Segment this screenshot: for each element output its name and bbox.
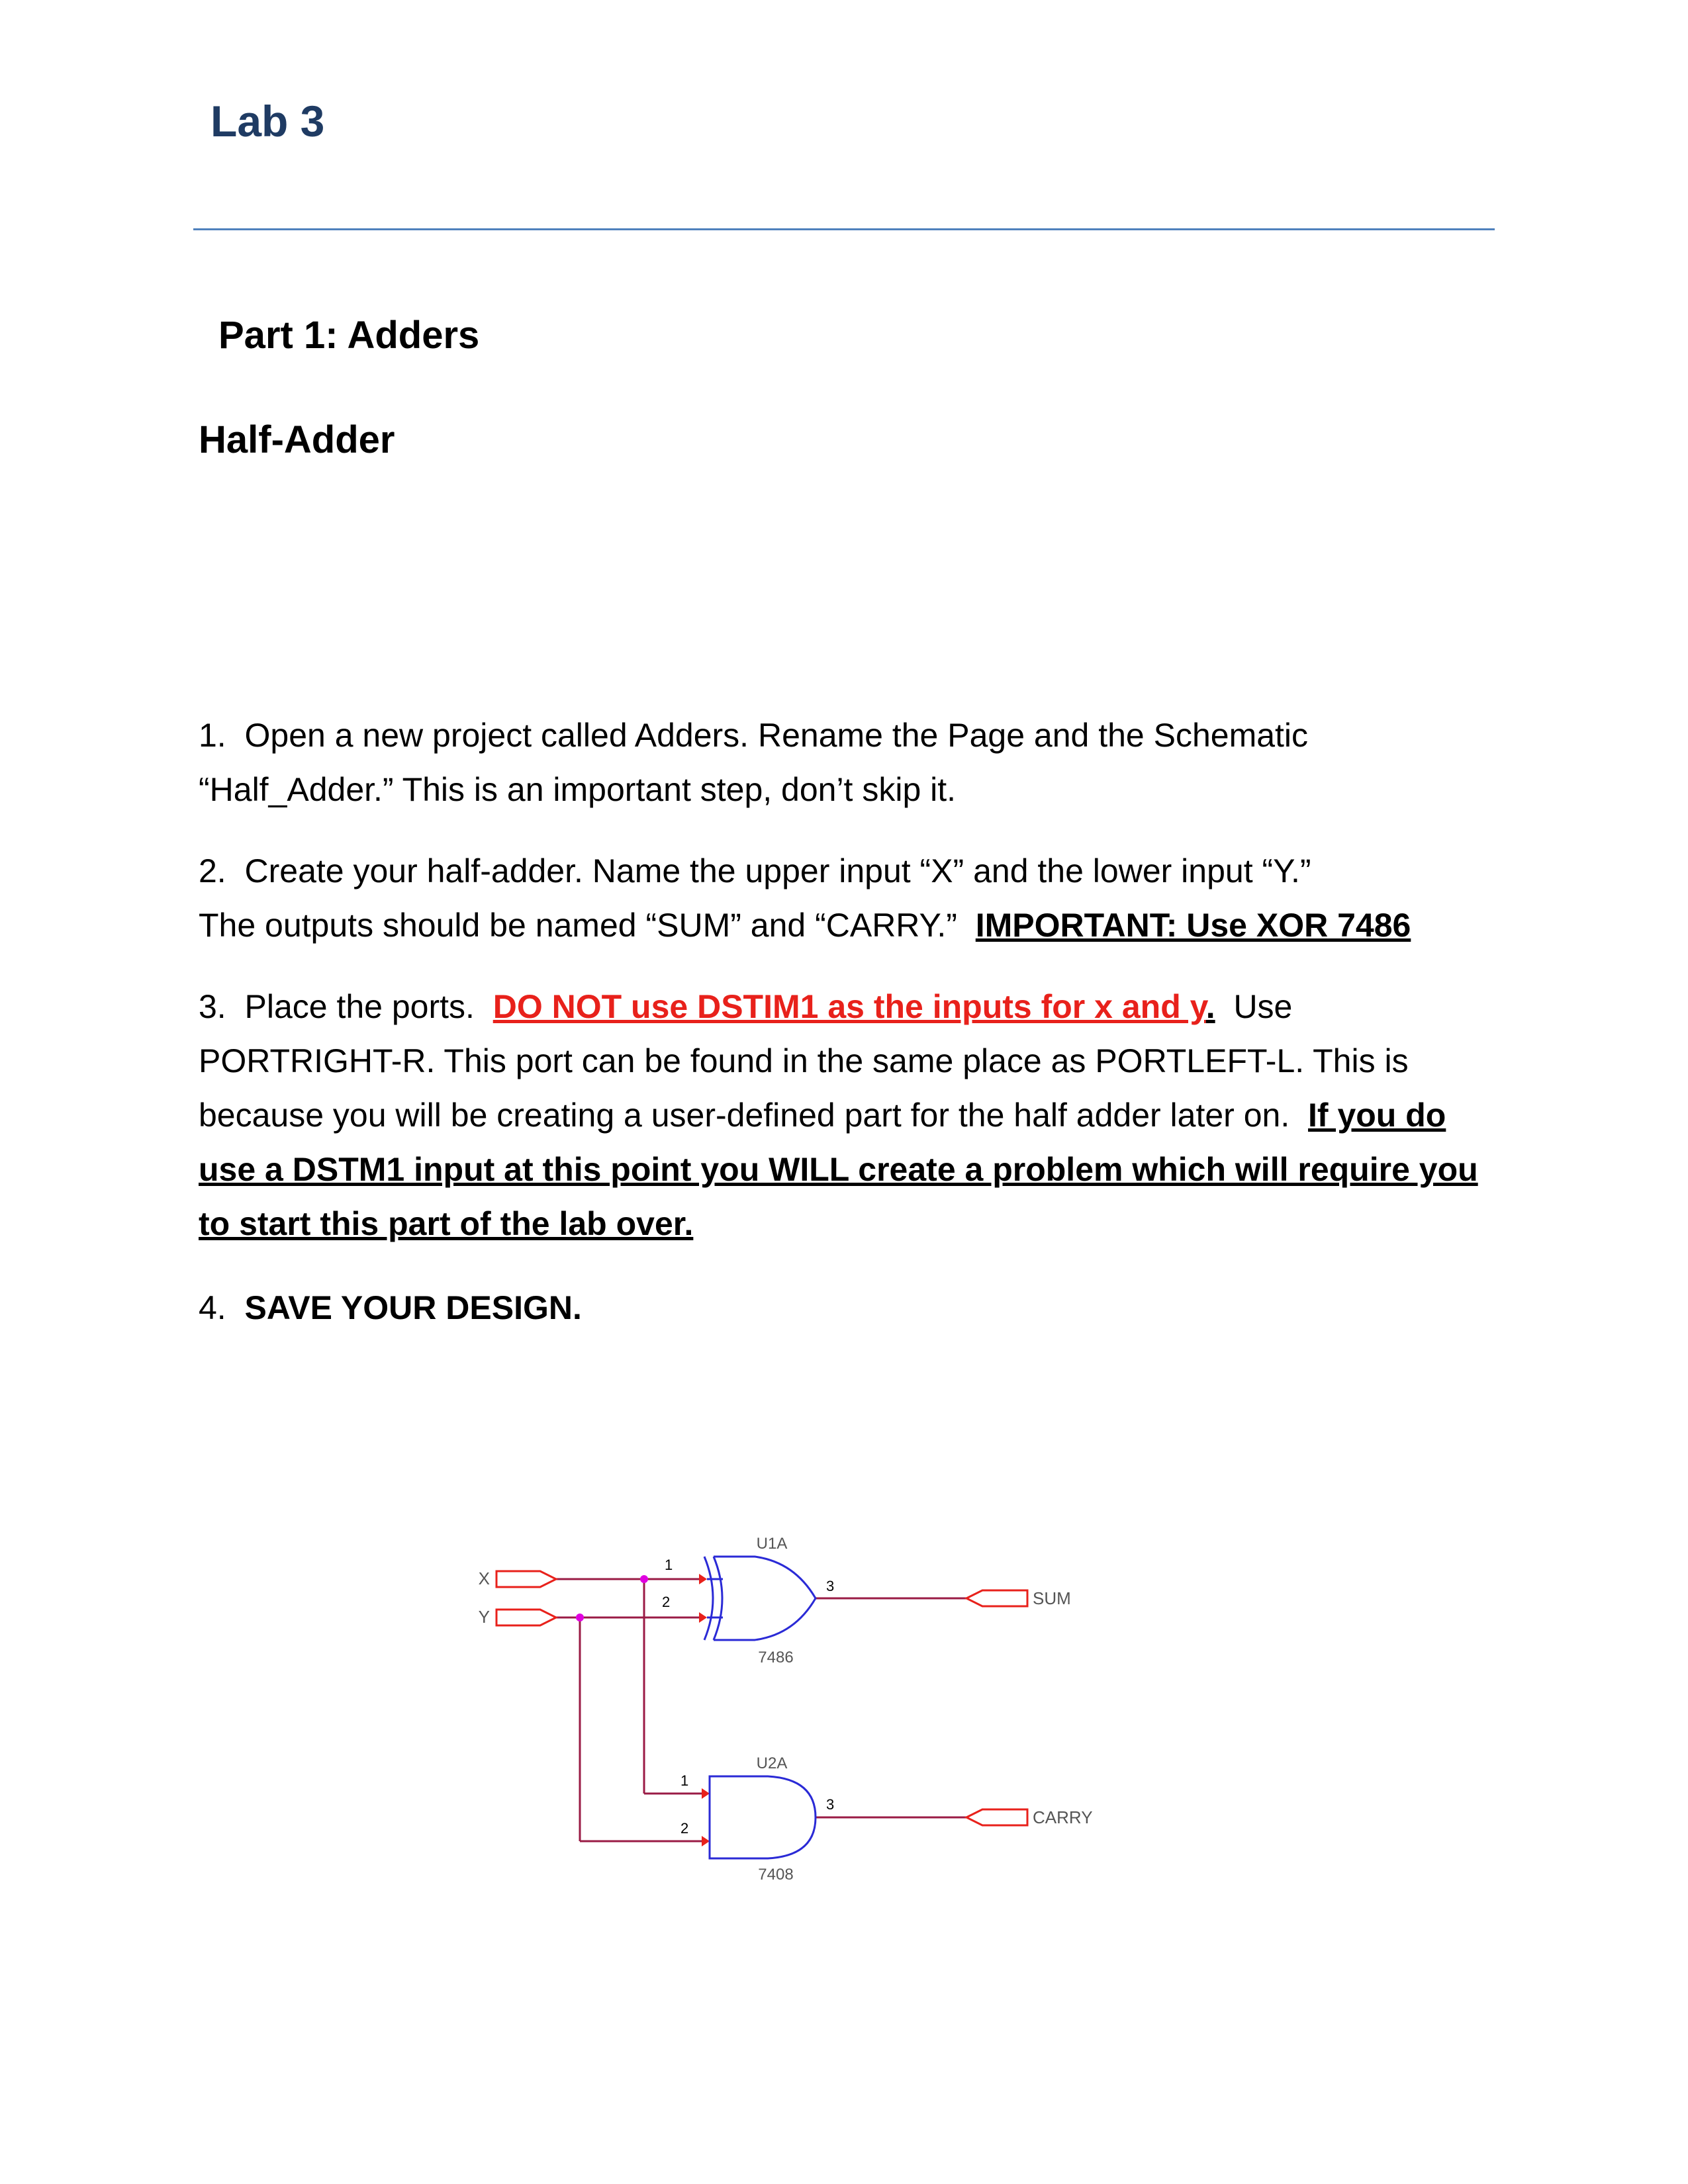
step-2	[199, 844, 1496, 952]
output-port-carry	[966, 1809, 1027, 1825]
input-y-label: Y	[478, 1607, 490, 1627]
xor-pin3-label: 3	[826, 1578, 835, 1594]
junction-dot	[576, 1614, 584, 1621]
half-adder-schematic	[457, 1529, 1145, 1899]
document-title: Lab 3	[211, 97, 325, 146]
and-pin1-label: 1	[680, 1772, 689, 1789]
output-port-sum	[966, 1590, 1027, 1606]
output-sum-label: SUM	[1033, 1588, 1071, 1608]
and-pin3-label: 3	[826, 1796, 835, 1813]
junction-dot	[640, 1575, 648, 1583]
xor-pin2-label: 2	[662, 1594, 671, 1610]
part-heading: Part 1: Adders	[218, 314, 480, 357]
step-text: “Half_Adder.” This is an important step, don’t skip it.	[199, 771, 957, 808]
step-number: 1.	[199, 717, 226, 754]
output-carry-label: CARRY	[1033, 1807, 1093, 1827]
xor-pin1-label: 1	[665, 1557, 673, 1573]
input-port-y	[496, 1610, 556, 1625]
input-x-label: X	[478, 1569, 490, 1588]
wires	[556, 1579, 966, 1841]
step-text: Use	[1233, 988, 1293, 1025]
pin-arrow	[702, 1836, 710, 1846]
step-text: PORTRIGHT-R. This port can be found in the same place as PORTLEFT-L. This is	[199, 1042, 1409, 1079]
step-text: because you will be creating a user-defined part for the half adder later on.	[199, 1097, 1290, 1134]
and-pin2-label: 2	[680, 1820, 689, 1837]
xor-ref-label: U1A	[756, 1535, 788, 1553]
warning-text: DO NOT use DSTIM1 as the inputs for x and y	[492, 988, 1206, 1025]
step-number: 2.	[199, 852, 226, 889]
step-text: Place the ports.	[244, 988, 475, 1025]
pin-arrow	[699, 1612, 707, 1623]
xor-part-label: 7486	[758, 1649, 794, 1666]
step-text: Create your half-adder. Name the upper input “X” and the lower input “Y.”	[244, 852, 1311, 889]
and-part-label: 7408	[758, 1866, 794, 1884]
step-4	[199, 1281, 1496, 1335]
step-text: The outputs should be named “SUM” and “CARRY.”	[199, 907, 957, 944]
section-heading: Half-Adder	[199, 418, 395, 461]
pin-arrow	[702, 1788, 710, 1799]
and-gate	[710, 1776, 816, 1858]
emphasis-text: If you do use a DSTM1 input at this point you WILL create a problem which will require you to start this part of the lab over.	[199, 1097, 1478, 1242]
step-1	[199, 708, 1496, 817]
title-divider	[193, 228, 1495, 230]
pin-arrow	[699, 1574, 707, 1584]
step-text: Open a new project called Adders. Rename the Page and the Schematic	[244, 717, 1309, 754]
save-instruction: SAVE YOUR DESIGN.	[244, 1289, 582, 1326]
important-note: IMPORTANT: Use XOR 7486	[975, 907, 1411, 944]
step-number: 4.	[199, 1289, 226, 1326]
input-port-x	[496, 1571, 556, 1587]
warning-period: .	[1205, 988, 1215, 1025]
step-number: 3.	[199, 988, 226, 1025]
step-3	[199, 979, 1496, 1251]
and-ref-label: U2A	[756, 1754, 788, 1772]
xor-gate	[704, 1557, 816, 1640]
